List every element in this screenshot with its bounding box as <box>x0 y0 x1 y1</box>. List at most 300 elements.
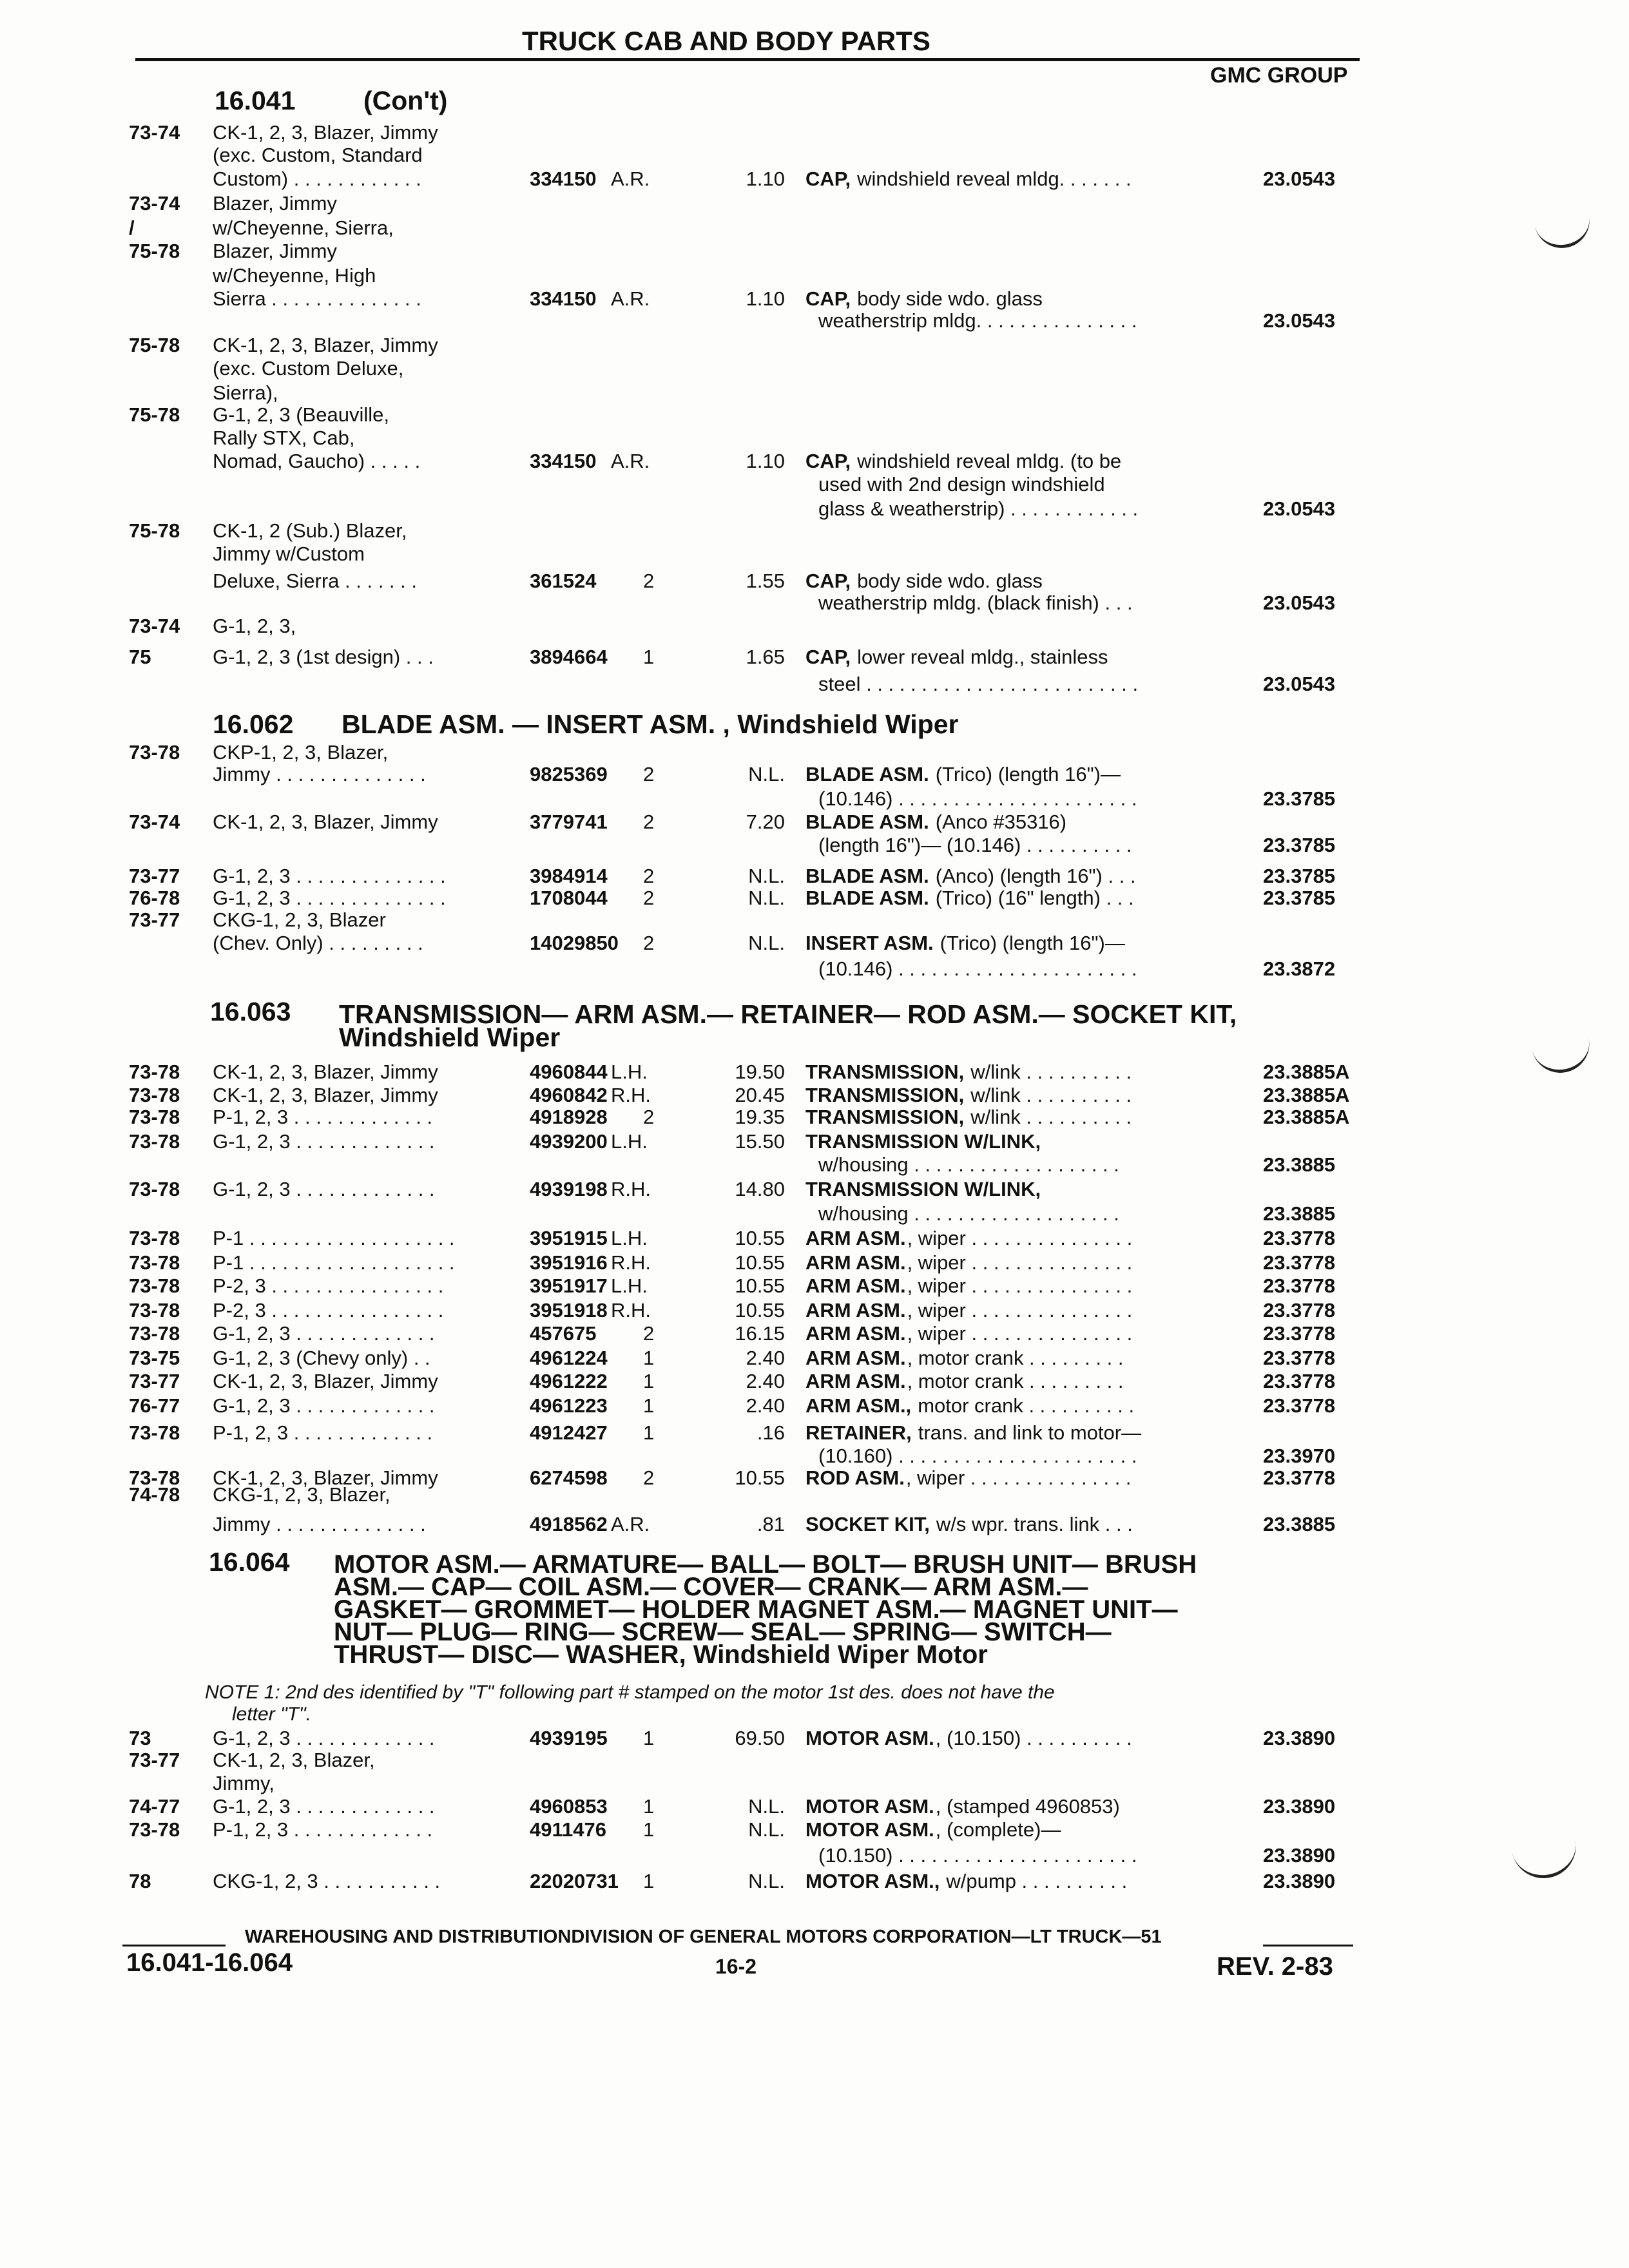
row-year: 73-74 <box>129 121 180 144</box>
row-part-number: 334150 <box>530 287 597 310</box>
row-year: 73-74 <box>129 615 180 637</box>
row-year: 73-78 <box>129 1322 180 1345</box>
row-part-number: 4960853 <box>530 1795 608 1818</box>
row-model: Sierra), <box>213 381 278 404</box>
row-description: , wiper . . . . . . . . . . . . . . . <box>907 1274 1133 1297</box>
row-price: N.L. <box>748 865 785 887</box>
footer-range: 16.041-16.064 <box>126 1948 293 1977</box>
row-year: 74-78 <box>129 1483 180 1506</box>
row-part-number: 3951917 <box>530 1274 608 1297</box>
row-model: Rally STX, Cab, <box>213 427 355 449</box>
row-quantity: 1 <box>643 1394 655 1417</box>
row-quantity: 1 <box>643 1347 655 1369</box>
row-description: body side wdo. glass <box>857 287 1043 310</box>
row-price: 2.40 <box>746 1394 785 1417</box>
row-group-code: 23.3872 <box>1263 957 1336 980</box>
row-part-number: 3779741 <box>530 811 608 833</box>
row-price: N.L. <box>748 1818 785 1841</box>
row-quantity: R.H. <box>611 1178 651 1200</box>
hole-punch-mark <box>1526 1007 1594 1077</box>
row-price: 7.20 <box>746 811 785 833</box>
row-part-number: 22020731 <box>530 1870 619 1892</box>
row-description: , wiper . . . . . . . . . . . . . . . <box>907 1322 1133 1345</box>
row-description: (Anco #35316) <box>935 811 1067 833</box>
row-group-code: 23.3890 <box>1263 1727 1336 1749</box>
row-description: , (stamped 4960853) <box>935 1795 1120 1818</box>
row-description: motor crank . . . . . . . . . . <box>918 1394 1135 1417</box>
row-price: 1.10 <box>746 287 785 310</box>
row-part-name: BLADE ASM. <box>805 865 929 887</box>
row-description: (10.146) . . . . . . . . . . . . . . . . . . . . . . <box>818 787 1137 810</box>
row-quantity: A.R. <box>611 1513 650 1535</box>
row-year: 73-78 <box>129 1061 180 1083</box>
row-price: 10.55 <box>735 1227 785 1249</box>
row-part-name: ROD ASM. <box>805 1466 905 1489</box>
row-description: windshield reveal mldg. (to be <box>857 450 1122 472</box>
row-part-name: BLADE ASM. <box>805 811 929 833</box>
row-group-code: 23.3885A <box>1263 1061 1350 1083</box>
row-group-code: 23.3778 <box>1263 1466 1336 1489</box>
row-part-number: 14029850 <box>530 932 619 954</box>
row-part-number: 4960844 <box>530 1061 608 1083</box>
row-group-code: 23.3778 <box>1263 1251 1336 1274</box>
row-part-number: 4939200 <box>530 1130 608 1153</box>
row-part-number: 3951915 <box>530 1227 608 1249</box>
row-model: P-2, 3 . . . . . . . . . . . . . . . . <box>213 1299 444 1321</box>
row-model: P-1 . . . . . . . . . . . . . . . . . . . <box>213 1251 455 1274</box>
section-title: TRANSMISSION— ARM ASM.— RETAINER— ROD ASM.— SOCKET KIT, <box>339 999 1237 1029</box>
row-group-code: 23.3890 <box>1263 1844 1336 1867</box>
row-group-code: 23.0543 <box>1263 591 1336 614</box>
row-year: 73-78 <box>129 1130 180 1153</box>
row-model: (exc. Custom, Standard <box>213 144 423 166</box>
row-model: CK-1, 2, 3, Blazer, Jimmy <box>213 121 438 144</box>
row-quantity: A.R. <box>611 168 650 190</box>
footer-division: WAREHOUSING AND DISTRIBUTIONDIVISION OF GENERAL MOTORS CORPORATION—LT TRUCK—51 <box>245 1927 1162 1947</box>
row-quantity: 1 <box>643 1421 655 1444</box>
row-part-name: CAP, <box>805 570 851 592</box>
row-group-code: 23.3778 <box>1263 1370 1336 1392</box>
row-part-number: 4961223 <box>530 1394 608 1417</box>
row-quantity: 1 <box>643 1870 655 1892</box>
row-description: w/pump . . . . . . . . . . <box>946 1870 1128 1892</box>
row-year: / <box>129 216 135 239</box>
row-year: 76-78 <box>129 887 180 909</box>
row-model: G-1, 2, 3 . . . . . . . . . . . . . <box>213 1727 435 1749</box>
row-part-name: MOTOR ASM. <box>805 1818 934 1841</box>
row-description: w/link . . . . . . . . . . <box>970 1084 1132 1106</box>
row-part-number: 334150 <box>530 168 597 190</box>
row-part-name: ARM ASM. <box>805 1274 906 1297</box>
row-group-code: 23.3778 <box>1263 1322 1336 1345</box>
row-year: 73 <box>129 1727 151 1749</box>
row-price: 16.15 <box>735 1322 785 1345</box>
row-price: 2.40 <box>746 1370 785 1392</box>
row-price: 1.55 <box>746 570 785 592</box>
row-price: N.L. <box>748 1795 785 1818</box>
row-model: G-1, 2, 3 . . . . . . . . . . . . . <box>213 1795 435 1818</box>
row-year: 73-74 <box>129 192 180 215</box>
section-title: MOTOR ASM.— ARMATURE— BALL— BOLT— BRUSH UNIT— BRUSH <box>334 1550 1197 1579</box>
row-group-code: 23.3885 <box>1263 1202 1336 1225</box>
row-year: 75-78 <box>129 240 180 262</box>
row-price: 1.10 <box>746 450 785 472</box>
row-price: 69.50 <box>735 1727 785 1749</box>
row-group-code: 23.3778 <box>1263 1394 1336 1417</box>
row-description: steel . . . . . . . . . . . . . . . . . . . . . . . . . <box>818 673 1139 695</box>
row-quantity: 1 <box>643 1818 655 1841</box>
row-part-number: 4961224 <box>530 1347 608 1369</box>
row-description: (Anco) (length 16") . . . <box>935 865 1136 887</box>
revision: REV. 2-83 <box>1217 1952 1333 1981</box>
row-year: 73-77 <box>129 1749 180 1771</box>
section-title-line-2: ASM.— CAP— COIL ASM.— COVER— CRANK— ARM ASM.— <box>334 1573 1088 1601</box>
row-model: CK-1, 2, 3, Blazer, Jimmy <box>213 1061 438 1083</box>
row-part-number: 1708044 <box>530 887 608 909</box>
row-model: CK-1, 2, 3, Blazer, Jimmy <box>213 811 438 833</box>
row-model: Jimmy, <box>213 1772 275 1794</box>
row-quantity: 2 <box>643 1322 655 1345</box>
row-group-code: 23.3890 <box>1263 1795 1336 1818</box>
row-part-name: TRANSMISSION, <box>805 1061 965 1083</box>
row-model: G-1, 2, 3 . . . . . . . . . . . . . . <box>213 865 446 887</box>
row-model: Custom) . . . . . . . . . . . . <box>213 168 421 190</box>
section-number: 16.064 <box>209 1547 290 1577</box>
row-model: CK-1, 2, 3, Blazer, Jimmy <box>213 334 438 356</box>
row-price: 10.55 <box>735 1274 785 1297</box>
row-model: G-1, 2, 3 . . . . . . . . . . . . . . <box>213 887 446 909</box>
row-year: 76-77 <box>129 1394 180 1417</box>
row-group-code: 23.3885 <box>1263 1513 1336 1535</box>
row-group-code: 23.0543 <box>1263 673 1336 695</box>
row-quantity: 2 <box>643 811 655 833</box>
row-part-name: RETAINER, <box>805 1421 912 1444</box>
row-model: w/Cheyenne, Sierra, <box>213 216 394 239</box>
row-description: windshield reveal mldg. . . . . . . <box>857 168 1132 190</box>
row-part-name: TRANSMISSION, <box>805 1106 965 1128</box>
row-model: Blazer, Jimmy <box>213 192 337 215</box>
row-price: 19.50 <box>735 1061 785 1083</box>
row-group-code: 23.3890 <box>1263 1870 1336 1892</box>
row-price: .16 <box>757 1421 785 1444</box>
row-description: (10.146) . . . . . . . . . . . . . . . . . . . . . . <box>818 957 1137 980</box>
row-price: N.L. <box>748 887 785 909</box>
section-title: (Con't) <box>363 86 448 115</box>
row-quantity: 2 <box>643 763 655 785</box>
row-model: P-1 . . . . . . . . . . . . . . . . . . . <box>213 1227 455 1249</box>
row-part-number: 4939195 <box>530 1727 608 1749</box>
row-description: , wiper . . . . . . . . . . . . . . . <box>905 1466 1132 1489</box>
row-year: 73-78 <box>129 1106 180 1128</box>
row-description: weatherstrip mldg. . . . . . . . . . . . . . . <box>818 309 1137 332</box>
row-price: .81 <box>757 1513 785 1535</box>
row-part-number: 334150 <box>530 450 597 472</box>
row-year: 75-78 <box>129 403 180 426</box>
row-model: (Chev. Only) . . . . . . . . . <box>213 932 423 954</box>
row-model: Jimmy . . . . . . . . . . . . . . <box>213 763 426 785</box>
row-description: w/housing . . . . . . . . . . . . . . . . . . . <box>818 1153 1119 1176</box>
row-quantity: L.H. <box>611 1061 648 1083</box>
row-part-name: ARM ASM., <box>805 1394 912 1417</box>
row-part-number: 4939198 <box>530 1178 608 1200</box>
row-group-code: 23.0543 <box>1263 497 1336 520</box>
row-price: 1.65 <box>746 646 785 668</box>
row-part-name: ARM ASM. <box>805 1370 906 1392</box>
row-price: 15.50 <box>735 1130 785 1153</box>
row-model: Sierra . . . . . . . . . . . . . . <box>213 287 421 310</box>
row-model: Jimmy w/Custom <box>213 543 365 565</box>
row-price: N.L. <box>748 1870 785 1892</box>
row-description: (Trico) (length 16")— <box>940 932 1125 954</box>
row-year: 73-78 <box>129 1274 180 1297</box>
row-part-number: 4961222 <box>530 1370 608 1392</box>
row-model: CK-1, 2, 3, Blazer, Jimmy <box>213 1370 438 1392</box>
row-year: 74-77 <box>129 1795 180 1818</box>
note-line-1: NOTE 1: 2nd des identified by "T" following part # stamped on the motor 1st des. does not have the <box>205 1682 1055 1703</box>
row-group-code: 23.3785 <box>1263 834 1336 856</box>
row-quantity: R.H. <box>611 1299 651 1321</box>
row-description: w/link . . . . . . . . . . <box>970 1106 1132 1128</box>
row-part-name: MOTOR ASM. <box>805 1795 934 1818</box>
row-model: CKG-1, 2, 3 . . . . . . . . . . . <box>213 1870 441 1892</box>
row-year: 75-78 <box>129 334 180 356</box>
row-group-code: 23.0543 <box>1263 168 1336 190</box>
row-quantity: 1 <box>643 646 655 668</box>
row-year: 73-78 <box>129 1299 180 1321</box>
row-part-name: MOTOR ASM., <box>805 1870 940 1892</box>
row-price: N.L. <box>748 763 785 785</box>
row-year: 73-78 <box>129 741 180 764</box>
row-group-code: 23.3778 <box>1263 1274 1336 1297</box>
row-part-number: 361524 <box>530 570 597 592</box>
row-part-number: 3984914 <box>530 865 608 887</box>
row-quantity: 2 <box>643 887 655 909</box>
row-model: P-1, 2, 3 . . . . . . . . . . . . . <box>213 1421 433 1444</box>
row-quantity: R.H. <box>611 1084 651 1106</box>
row-model: G-1, 2, 3 (Beauville, <box>213 403 389 426</box>
row-description: (Trico) (16" length) . . . <box>935 887 1134 909</box>
row-year: 73-77 <box>129 1370 180 1392</box>
row-group-code: 23.3785 <box>1263 887 1336 909</box>
hole-punch-mark <box>1507 1812 1581 1883</box>
row-group-code: 23.3778 <box>1263 1299 1336 1321</box>
row-group-code: 23.3885A <box>1263 1084 1350 1106</box>
row-group-code: 23.3785 <box>1263 865 1336 887</box>
hole-punch-mark <box>1528 182 1594 252</box>
row-quantity: A.R. <box>611 450 650 472</box>
row-part-number: 9825369 <box>530 763 608 785</box>
row-model: P-1, 2, 3 . . . . . . . . . . . . . <box>213 1106 433 1128</box>
section-number: 16.063 <box>210 997 291 1026</box>
row-part-name: CAP, <box>805 450 851 472</box>
row-year: 73-77 <box>129 865 180 887</box>
section-title-line-2: Windshield Wiper <box>339 1023 561 1052</box>
row-part-number: 3951918 <box>530 1299 608 1321</box>
section-title-line-4: NUT— PLUG— RING— SCREW— SEAL— SPRING— SWITCH— <box>334 1618 1112 1646</box>
row-model: P-2, 3 . . . . . . . . . . . . . . . . <box>213 1274 444 1297</box>
row-quantity: L.H. <box>611 1130 648 1153</box>
row-model: CK-1, 2, 3, Blazer, <box>213 1749 375 1771</box>
row-description: w/s wpr. trans. link . . . <box>936 1513 1133 1535</box>
row-price: 10.55 <box>735 1299 785 1321</box>
row-description: , motor crank . . . . . . . . . <box>907 1347 1124 1369</box>
row-model: (exc. Custom Deluxe, <box>213 357 404 380</box>
row-price: 10.55 <box>735 1251 785 1274</box>
row-part-number: 4918928 <box>530 1106 608 1128</box>
row-part-name: ARM ASM. <box>805 1299 906 1321</box>
row-year: 73-78 <box>129 1227 180 1249</box>
row-part-name: INSERT ASM. <box>805 932 934 954</box>
row-group-code: 23.3970 <box>1263 1445 1336 1467</box>
row-group-code: 23.3885 <box>1263 1153 1336 1176</box>
row-quantity: 2 <box>643 932 655 954</box>
header-rule <box>135 58 1360 61</box>
row-part-number: 457675 <box>530 1322 597 1345</box>
row-year: 73-78 <box>129 1466 180 1489</box>
row-quantity: 2 <box>643 1466 655 1489</box>
row-year: 73-78 <box>129 1084 180 1106</box>
row-model: G-1, 2, 3 (Chevy only) . . <box>213 1347 430 1369</box>
row-part-name: TRANSMISSION W/LINK, <box>805 1178 1041 1200</box>
row-description: , (complete)— <box>935 1818 1061 1841</box>
row-description: (10.160) . . . . . . . . . . . . . . . . . . . . . . <box>818 1445 1137 1467</box>
row-model: Jimmy . . . . . . . . . . . . . . <box>213 1513 426 1535</box>
row-description: , wiper . . . . . . . . . . . . . . . <box>907 1299 1133 1321</box>
footer-rule-right <box>1263 1945 1353 1946</box>
row-part-number: 3894664 <box>530 646 608 668</box>
row-part-number: 4918562 <box>530 1513 608 1535</box>
row-model: Deluxe, Sierra . . . . . . . <box>213 570 417 592</box>
row-description: trans. and link to motor— <box>918 1421 1142 1444</box>
row-model: G-1, 2, 3 . . . . . . . . . . . . . <box>213 1322 435 1345</box>
row-year: 73-75 <box>129 1347 180 1369</box>
row-description: (Trico) (length 16")— <box>935 763 1121 785</box>
row-model: CK-1, 2, 3, Blazer, Jimmy <box>213 1084 438 1106</box>
section-number: 16.062 <box>213 709 294 739</box>
section-title-line-3: GASKET— GROMMET— HOLDER MAGNET ASM.— MAGNET UNIT— <box>334 1595 1178 1624</box>
row-part-name: TRANSMISSION W/LINK, <box>805 1130 1041 1153</box>
row-description: , motor crank . . . . . . . . . <box>907 1370 1124 1392</box>
row-quantity: 2 <box>643 1106 655 1128</box>
row-model: G-1, 2, 3 . . . . . . . . . . . . . <box>213 1178 435 1200</box>
row-group-code: 23.0543 <box>1263 309 1336 332</box>
row-description: , (10.150) . . . . . . . . . . <box>935 1727 1132 1749</box>
row-model: Nomad, Gaucho) . . . . . <box>213 450 421 472</box>
row-part-name: BLADE ASM. <box>805 763 929 785</box>
row-description: w/housing . . . . . . . . . . . . . . . . . . . <box>818 1202 1119 1225</box>
row-model: G-1, 2, 3 (1st design) . . . <box>213 646 434 668</box>
row-quantity: A.R. <box>611 287 650 310</box>
row-part-name: MOTOR ASM. <box>805 1727 934 1749</box>
row-model: CK-1, 2, 3, Blazer, Jimmy <box>213 1466 438 1489</box>
row-year: 75 <box>129 646 151 668</box>
row-year: 78 <box>129 1870 151 1892</box>
row-quantity: 2 <box>643 570 655 592</box>
row-price: 20.45 <box>735 1084 785 1106</box>
row-price: N.L. <box>748 932 785 954</box>
row-year: 73-74 <box>129 811 180 833</box>
row-part-number: 4911476 <box>530 1818 606 1841</box>
row-part-name: ARM ASM. <box>805 1227 906 1249</box>
row-description: body side wdo. glass <box>857 570 1043 592</box>
row-part-name: ARM ASM. <box>805 1322 906 1345</box>
row-quantity: 1 <box>643 1370 655 1392</box>
row-description: , wiper . . . . . . . . . . . . . . . <box>907 1227 1133 1249</box>
row-part-number: 3951916 <box>530 1251 608 1274</box>
group-label: GMC GROUP <box>1210 63 1348 88</box>
row-part-name: CAP, <box>805 646 851 668</box>
row-part-name: SOCKET KIT, <box>805 1513 930 1535</box>
row-group-code: 23.3785 <box>1263 787 1336 810</box>
row-description: , wiper . . . . . . . . . . . . . . . <box>907 1251 1133 1274</box>
section-number: 16.041 <box>215 86 296 115</box>
row-part-number: 4960842 <box>530 1084 608 1106</box>
row-part-name: CAP, <box>805 287 851 310</box>
row-quantity: 2 <box>643 865 655 887</box>
row-year: 75-78 <box>129 519 180 542</box>
row-group-code: 23.3778 <box>1263 1227 1336 1249</box>
row-description: weatherstrip mldg. (black finish) . . . <box>818 591 1133 614</box>
row-quantity: 1 <box>643 1795 655 1818</box>
row-part-name: ARM ASM. <box>805 1251 906 1274</box>
row-model: w/Cheyenne, High <box>213 264 376 287</box>
row-year: 73-78 <box>129 1251 180 1274</box>
row-price: 2.40 <box>746 1347 785 1369</box>
row-description: w/link . . . . . . . . . . <box>970 1061 1132 1083</box>
row-quantity: L.H. <box>611 1274 648 1297</box>
row-quantity: R.H. <box>611 1251 651 1274</box>
page-number: 16-2 <box>715 1955 757 1978</box>
row-quantity: L.H. <box>611 1227 648 1249</box>
row-model: G-1, 2, 3, <box>213 615 296 637</box>
row-year: 73-78 <box>129 1178 180 1200</box>
row-group-code: 23.3778 <box>1263 1347 1336 1369</box>
row-model: CKP-1, 2, 3, Blazer, <box>213 741 389 764</box>
row-part-number: 6274598 <box>530 1466 608 1489</box>
row-model: P-1, 2, 3 . . . . . . . . . . . . . <box>213 1818 433 1841</box>
row-model: CK-1, 2 (Sub.) Blazer, <box>213 519 407 542</box>
row-part-name: TRANSMISSION, <box>805 1084 965 1106</box>
row-price: 19.35 <box>735 1106 785 1128</box>
row-year: 73-77 <box>129 908 180 931</box>
row-year: 73-78 <box>129 1421 180 1444</box>
row-price: 14.80 <box>735 1178 785 1200</box>
row-model: G-1, 2, 3 . . . . . . . . . . . . . <box>213 1394 435 1417</box>
row-description: used with 2nd design windshield <box>818 473 1105 495</box>
row-description: (length 16")— (10.146) . . . . . . . . . . <box>818 834 1132 856</box>
row-description: glass & weatherstrip) . . . . . . . . . . . . <box>818 497 1139 520</box>
row-model: G-1, 2, 3 . . . . . . . . . . . . . <box>213 1130 435 1153</box>
row-model: Blazer, Jimmy <box>213 240 337 262</box>
row-part-name: ARM ASM. <box>805 1347 906 1369</box>
row-description: lower reveal mldg., stainless <box>857 646 1108 668</box>
row-group-code: 23.3885A <box>1263 1106 1350 1128</box>
row-year: 73-78 <box>129 1818 180 1841</box>
row-part-number: 4912427 <box>530 1421 608 1444</box>
footer-rule-left <box>122 1945 226 1946</box>
section-title-line-5: THRUST— DISC— WASHER, Windshield Wiper Motor <box>334 1640 988 1669</box>
page-title: TRUCK CAB AND BODY PARTS <box>522 26 930 56</box>
row-model: CKG-1, 2, 3, Blazer <box>213 908 386 931</box>
row-part-name: CAP, <box>805 168 851 190</box>
row-model: CKG-1, 2, 3, Blazer, <box>213 1483 390 1506</box>
row-quantity: 1 <box>643 1727 655 1749</box>
section-title: BLADE ASM. — INSERT ASM. , Windshield Wiper <box>342 709 959 739</box>
row-price: 10.55 <box>735 1466 785 1489</box>
note-line-2: letter "T". <box>232 1704 311 1725</box>
row-description: (10.150) . . . . . . . . . . . . . . . . . . . . . . <box>818 1844 1137 1867</box>
row-part-name: BLADE ASM. <box>805 887 929 909</box>
